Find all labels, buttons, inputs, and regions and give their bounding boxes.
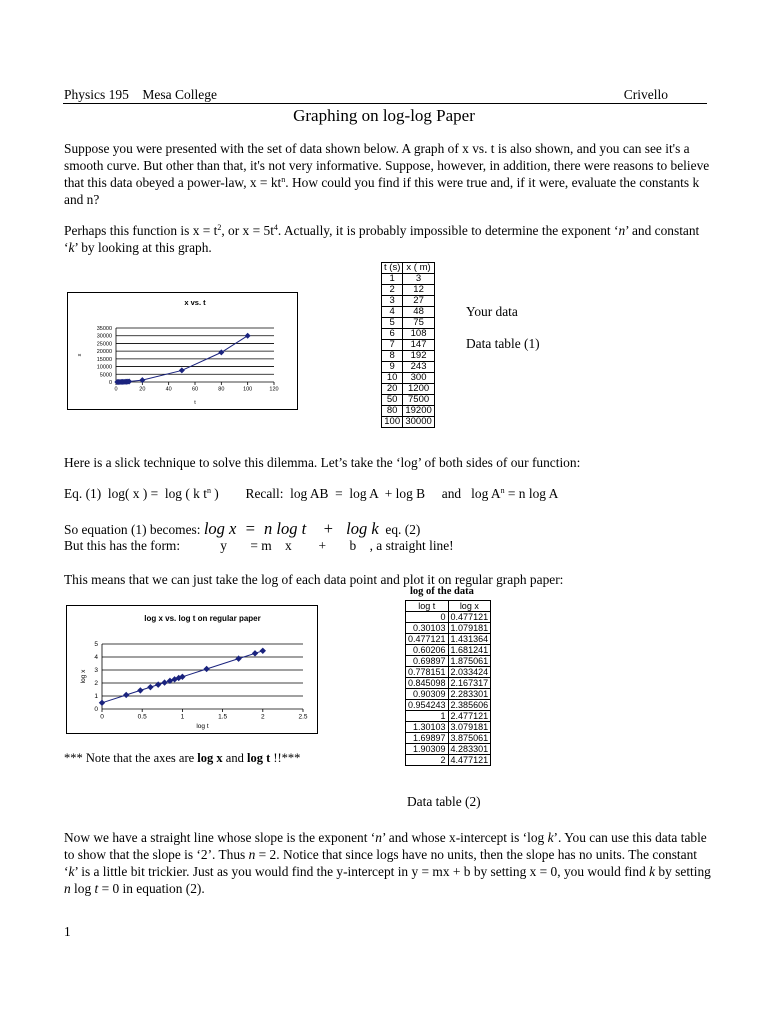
intro-p1-end: . How could you find if this were true and, if it were, evaluate the constants k and n?: [64, 175, 700, 207]
table2-cell: 3.875061: [448, 733, 491, 744]
note-b: log x: [197, 751, 223, 765]
label-data-table-2: Data table (2): [407, 794, 481, 809]
data-point: [218, 349, 224, 355]
chart-log-x-vs-log-t: [66, 605, 318, 734]
table-2-caption: log of the data: [410, 586, 474, 597]
table2-cell: 1.431364: [448, 634, 491, 645]
table1-row: [382, 285, 435, 296]
x-axis-label: log t: [196, 723, 209, 730]
header-author: Crivello: [623, 87, 668, 102]
table1-cell: 192: [403, 351, 434, 362]
table2-cell: 0.845098: [406, 678, 449, 689]
table1-row: [382, 406, 435, 417]
table1-cell: 20: [382, 384, 403, 395]
y-tick-label: 2: [94, 680, 98, 687]
x-tick-label: 1.5: [218, 713, 228, 721]
table1-row: [382, 417, 435, 428]
table1-row: [382, 373, 435, 384]
intro-p2-k: k: [68, 240, 75, 255]
y-tick-label: 0: [108, 380, 112, 386]
table1-cell: 10: [382, 373, 403, 384]
c-b: ’ and whose x-intercept is ‘log: [381, 830, 548, 845]
y-tick-label: 10000: [96, 364, 112, 371]
table2-row: [406, 623, 491, 634]
table2-row: [406, 645, 491, 656]
c-d: = 2. Notice that since logs have no units, then the slope has no units. The constant ‘: [64, 847, 697, 879]
c-k3: k: [649, 864, 656, 879]
page-number: 1: [64, 924, 71, 939]
table2-cell: 3.079181: [448, 722, 491, 733]
eq1-b: ) Recall: log AB = log A + log B and log A: [210, 486, 501, 501]
table1-header-cell: t (s): [382, 263, 403, 274]
table1-cell: 27: [403, 296, 434, 307]
table2-cell: 1.079181: [448, 623, 491, 634]
x-tick-label: 40: [165, 386, 172, 393]
table2-cell: 2.385606: [448, 700, 491, 711]
table1-row: [382, 340, 435, 351]
c-g: log: [70, 881, 95, 896]
table2-row: [406, 634, 491, 645]
note-d: log t: [246, 751, 271, 765]
intro-p2-b: , or x = 5t: [221, 223, 274, 238]
table2-cell: 2.477121: [448, 711, 491, 722]
data-point: [147, 684, 153, 690]
table1-cell: 80: [382, 406, 403, 417]
x-tick-label: 2: [260, 713, 265, 721]
data-point: [99, 700, 105, 706]
x-tick-label: 0: [100, 713, 104, 721]
table2-cell: 2.167317: [448, 678, 491, 689]
table2-cell: 1: [406, 711, 449, 722]
table2-cell: 1.875061: [448, 656, 491, 667]
intro-p2-sup1: 2: [217, 223, 222, 232]
x-tick-label: 1: [180, 713, 185, 721]
table2-row: [406, 755, 491, 766]
axes-note: [64, 751, 300, 766]
table1-cell: 50: [382, 395, 403, 406]
table1-cell: 243: [403, 362, 434, 373]
table1-cell: 1: [382, 274, 403, 285]
table1-cell: 7500: [403, 395, 434, 406]
table2-row: [406, 744, 491, 755]
intro-p1-sup: n: [281, 175, 286, 184]
table1-cell: 1200: [403, 384, 434, 395]
table2-row: [406, 678, 491, 689]
y-tick-label: 4: [94, 654, 98, 661]
college-name: Mesa College: [142, 87, 217, 102]
table1-cell: 7: [382, 340, 403, 351]
intro-p2-c: . Actually, it is probably impossible to determine the exponent ‘: [277, 223, 619, 238]
table2-row: [406, 722, 491, 733]
x-tick-label: 20: [139, 386, 146, 393]
c-n2: n: [248, 847, 256, 862]
c-f: by setting: [655, 864, 711, 879]
c-k2: k: [68, 864, 75, 879]
table2-row: [406, 700, 491, 711]
table2-cell: 0.954243: [406, 700, 449, 711]
c-k: k: [547, 830, 554, 845]
label-data-table-1: Data table (1): [466, 336, 540, 351]
eq2-lead: So equation (1) becomes:: [64, 522, 204, 537]
table2-row: [406, 612, 491, 623]
x-tick-label: 100: [243, 386, 253, 393]
x-tick-label: 0: [114, 386, 118, 393]
chart-title: log x vs. log t on regular paper: [144, 614, 261, 623]
log-paragraph: This means that we can just take the log of each data point and plot it on regular graph paper:: [64, 572, 564, 587]
table2-cell: 0.30103: [406, 623, 449, 634]
intro-p2-sup2: 4: [273, 223, 278, 232]
eq1-c: = n log A: [504, 486, 559, 501]
intro-p2-e: ’ by looking at this graph.: [74, 240, 212, 255]
table2-cell: 0.477121: [448, 612, 491, 623]
table2-cell: 0.477121: [406, 634, 449, 645]
chart-log-svg: [67, 606, 317, 733]
eq2-math: log x = n log t + log k: [203, 519, 379, 538]
table2-cell: 2.283301: [448, 689, 491, 700]
table1-cell: 12: [403, 285, 434, 296]
table2-cell: 0: [406, 612, 449, 623]
header-rule: [63, 103, 707, 104]
chart-title: x vs. t: [184, 298, 206, 307]
data-point: [123, 692, 129, 698]
y-tick-label: 1: [94, 693, 98, 700]
table1-row: [382, 329, 435, 340]
table1-cell: 2: [382, 285, 403, 296]
data-point: [179, 367, 185, 373]
intro-paragraph-2: [64, 222, 714, 256]
table1-cell: 147: [403, 340, 434, 351]
table1-cell: 4: [382, 307, 403, 318]
data-table-1: [381, 262, 435, 428]
data-point: [235, 655, 241, 661]
y-tick-label: 35000: [96, 326, 112, 332]
y-tick-label: 5000: [99, 372, 112, 379]
table2-header-row: [406, 601, 491, 612]
table2-cell: 1.90309: [406, 744, 449, 755]
y-tick-label: 0: [94, 706, 98, 713]
data-point: [137, 687, 143, 693]
table1-cell: 100: [382, 417, 403, 428]
data-point: [245, 333, 251, 339]
table1-header-cell: x ( m): [403, 263, 434, 274]
table1-row: [382, 318, 435, 329]
table1-cell: 3: [382, 296, 403, 307]
table1-row: [382, 307, 435, 318]
eq1-a: Eq. (1) log( x ) = log ( k t: [64, 486, 207, 501]
table2-cell: 4.283301: [448, 744, 491, 755]
x-tick-label: 0.5: [137, 713, 147, 721]
eq2-tag: eq. (2): [378, 522, 421, 537]
c-a: Now we have a straight line whose slope is the exponent ‘: [64, 830, 376, 845]
intro-p2-n: n: [618, 223, 626, 238]
y-tick-label: 3: [94, 667, 98, 674]
table2-row: [406, 656, 491, 667]
c-t: t: [94, 881, 99, 896]
table1-row: [382, 384, 435, 395]
c-c: ’. You can use this data table to show that the slope is ‘2’. Thus: [64, 830, 707, 862]
c-math: n: [64, 881, 71, 896]
c-h: = 0 in equation (2).: [98, 881, 205, 896]
table1-cell: 9: [382, 362, 403, 373]
note-e: !!***: [270, 751, 301, 765]
data-point: [161, 679, 167, 685]
intro-p2-a: Perhaps this function is x = t: [64, 223, 218, 238]
note-c: and: [222, 751, 247, 765]
table2-row: [406, 711, 491, 722]
c-n: n: [375, 830, 382, 845]
intro-p2-d: ’ and constant ‘: [64, 223, 700, 255]
table1-cell: 300: [403, 373, 434, 384]
table2-cell: 2.033424: [448, 667, 491, 678]
eq1-sup2: n: [500, 486, 505, 495]
chart-x-vs-t-svg: [68, 293, 297, 409]
equation-1: [64, 486, 558, 502]
table2-cell: 1.30103: [406, 722, 449, 733]
table1-cell: 48: [403, 307, 434, 318]
table1-cell: 6: [382, 329, 403, 340]
table1-cell: 75: [403, 318, 434, 329]
table1-cell: 5: [382, 318, 403, 329]
y-tick-label: 30000: [96, 333, 112, 340]
conclusion-paragraph: [64, 829, 714, 897]
table1-cell: 30000: [403, 417, 434, 428]
table2-header-cell: log t: [406, 601, 449, 612]
intro-paragraph-1: [64, 140, 714, 208]
table2-cell: 1.681241: [448, 645, 491, 656]
table2-cell: 0.69897: [406, 656, 449, 667]
equation-2: [64, 519, 420, 539]
y-tick-label: 5: [94, 641, 98, 648]
x-tick-label: 60: [191, 386, 199, 393]
x-tick-label: 2.5: [298, 713, 308, 721]
table2-cell: 2: [406, 755, 449, 766]
x-tick-label: 120: [269, 386, 279, 393]
y-axis-label: log x: [80, 669, 87, 684]
table1-cell: 19200: [403, 406, 434, 417]
table2-row: [406, 689, 491, 700]
chart-x-vs-t: [67, 292, 298, 410]
course-name: Physics 195: [64, 87, 129, 102]
y-axis-label: x: [77, 353, 83, 357]
table1-row: [382, 395, 435, 406]
table2-cell: 1.69897: [406, 733, 449, 744]
technique-paragraph: Here is a slick technique to solve this dilemma. Let’s take the ‘log’ of both sides of our function:: [64, 455, 581, 470]
eq1-sup: n: [206, 486, 211, 495]
table2-cell: 0.60206: [406, 645, 449, 656]
table2-row: [406, 667, 491, 678]
y-tick-label: 15000: [96, 356, 112, 363]
data-point: [260, 648, 266, 654]
label-your-data: Your data: [466, 304, 518, 319]
x-tick-label: 80: [218, 386, 225, 393]
table2-cell: 0.778151: [406, 667, 449, 678]
table1-row: [382, 351, 435, 362]
header-course: [64, 87, 217, 103]
page-title: Graphing on log-log Paper: [293, 106, 475, 125]
data-point: [252, 650, 258, 656]
x-axis-label: t: [194, 400, 196, 406]
table1-header-row: [382, 263, 435, 274]
table1-cell: 108: [403, 329, 434, 340]
y-tick-label: 20000: [96, 349, 112, 356]
intro-p1-text: Suppose you were presented with the set of data shown below. A graph of x vs. t is also shown, and you can see it's a smooth curve. But other than that, it's not very informative. Suppose, however, in addition, there were reasons to believe that this data obeyed a power-law, x = kt: [64, 141, 710, 190]
note-a: *** Note that the axes are: [64, 751, 198, 765]
table1-cell: 8: [382, 351, 403, 362]
table1-row: [382, 296, 435, 307]
table1-row: [382, 274, 435, 285]
y-tick-label: 25000: [96, 341, 112, 348]
table1-row: [382, 362, 435, 373]
data-point: [203, 666, 209, 672]
data-point: [155, 681, 161, 687]
table2-header-cell: log x: [448, 601, 491, 612]
table2-cell: 4.477121: [448, 755, 491, 766]
equation-3: But this has the form: y = m x + b , a straight line!: [64, 538, 454, 553]
table2-row: [406, 733, 491, 744]
data-table-2: [405, 600, 491, 766]
table1-cell: 3: [403, 274, 434, 285]
c-e: ’ is a little bit trickier. Just as you would find the y-intercept in y = mx + b by setting x = 0, you would find: [74, 864, 650, 879]
table2-cell: 0.90309: [406, 689, 449, 700]
